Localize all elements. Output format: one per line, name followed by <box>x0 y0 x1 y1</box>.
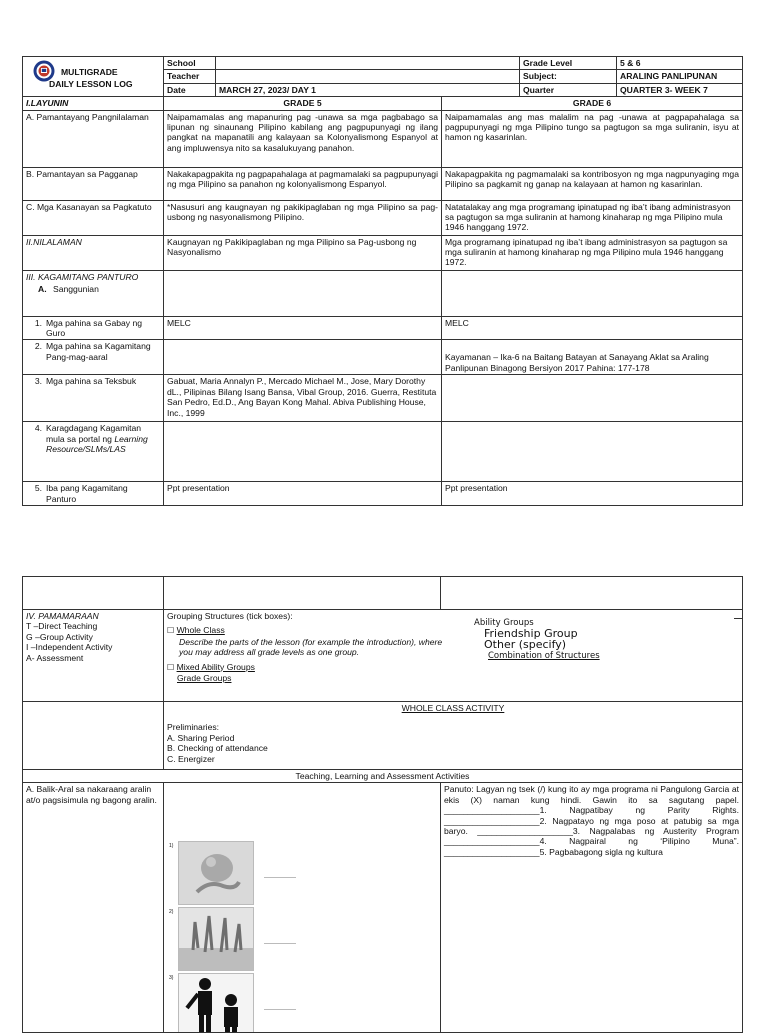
whole-class-activity-title: WHOLE CLASS ACTIVITY <box>401 703 505 713</box>
kagamitan-item-4-g6 <box>442 422 743 482</box>
procedure-table <box>22 576 743 1033</box>
blank-cell-b <box>164 577 441 610</box>
kagamitan-cell <box>23 270 164 316</box>
kagamitan-label: III. KAGAMITANG PANTURO <box>26 271 139 282</box>
lesson-log-table <box>22 56 743 506</box>
pamamaraan-cell <box>23 610 164 702</box>
pamantayang-pangnilalaman-g6: Naipamamalas ang mas malalim na pag -unawa at pagpapahalaga sa pagpupunyagi ng mga Pilipino tungo sa pagtugon sa mga suliranin, isyu at hamon ng kasarinlan. <box>442 110 743 167</box>
grade-level-value: 5 & 6 <box>617 57 743 70</box>
kagamitan-item-5-g5: Ppt presentation <box>164 482 442 506</box>
kagamitan-g5 <box>164 270 442 316</box>
combination-label: Combination of Structures <box>488 651 600 662</box>
mixed-ability-checkbox[interactable]: ☐ <box>167 662 175 672</box>
nilalaman-g5: Kaugnayan ng Pakikipaglaban ng mga Pilipino sa Pag-usbong ng Nasyonalismo <box>164 235 442 270</box>
kagamitan-item-3-g5: Gabuat, Maria Annalyn P., Mercado Michael M., Jose, Mary Dorothy dL., Pilipinas Bilang Isang Bansa, Vibal Group, 2016. Guerra, Restituta San Pedro, Ed.D., Ang Bayan Kong Mahal. Abiva Publishing House, Inc., 1999 <box>164 375 442 422</box>
pamantayang-pangnilalaman-g5: Naipamamalas ang mapanuring pag -unawa sa mga pagbabago sa lipunan ng sinaunang Pilipino kabilang ang pagpupunyagi ng ilang pangkat na mapanatili ang kalayaan sa Kolonyalismong Espanyol at ang impluwensya nito sa kasalukuyang panahon. <box>164 110 442 167</box>
pamantayan-pagganap-g5: Nakakapagpakita ng pagpapahalaga at pagmamalaki sa pagpupunyagi ng mga Pilipino sa panahon ng kolonyalismong Espanyol. <box>164 167 442 200</box>
kagamitan-item-2: 2. Mga pahina sa Kagamitang Pang-mag-aaral <box>23 340 164 375</box>
pamantayang-pangnilalaman-label: A. Pamantayang Pangnilalaman <box>23 110 164 167</box>
grade-groups-label: Grade Groups <box>177 673 232 684</box>
grouping-cell <box>164 610 743 702</box>
kasanayan-label: C. Mga Kasanayan sa Pagkatuto <box>23 200 164 235</box>
preliminaries-item: A. Sharing Period <box>167 732 235 743</box>
subject-label: Subject: <box>520 70 617 83</box>
kagamitan-item-1-g5: MELC <box>164 316 442 340</box>
subject-value: ARALING PANLIPUNAN <box>617 70 743 83</box>
legend-item: I –Independent Activity <box>26 642 113 653</box>
legend-item: T –Direct Teaching <box>26 621 98 632</box>
teacher-label: Teacher <box>164 70 216 83</box>
date-value: MARCH 27, 2023/ DAY 1 <box>216 83 520 96</box>
kagamitan-item-2-g6: Kayamanan – Ika-6 na Baitang Batayan at Sanayang Aklat sa Araling Panlipunan Binagong Bersiyon 2017 Pahina: 177-178 <box>442 340 743 375</box>
picture-number: 2) <box>169 909 174 916</box>
layunin-heading: I.LAYUNIN <box>23 97 164 110</box>
kagamitan-item-2-g5 <box>164 340 442 375</box>
mixed-ability-label: Mixed Ability Groups <box>176 661 255 672</box>
kasanayan-g5: *Nasusuri ang kaugnayan ng pakikipaglaban ng mga Pilipino sa pag-usbong ng nasyonalismong Pilipino. <box>164 200 442 235</box>
kagamitan-item-3-g6 <box>442 375 743 422</box>
school-value <box>216 57 520 70</box>
pamantayan-pagganap-label: B. Pamantayan sa Pagganap <box>23 167 164 200</box>
header-title-cell <box>23 57 164 97</box>
school-label: School <box>164 57 216 70</box>
sanggunian-heading: A. Sanggunian <box>38 284 99 295</box>
balik-aral-g6: Panuto: Lagyan ng tsek (/) kung ito ay mga programa ni Pangulong Garcia at ekis (X) naman kung hindi. Gawin ito sa sagutang papel. ____________________1. Nagpatibay ng Parity Rights. ____________________2. Nagpatayo ng mga poso at patubig sa mga baryo. ____________________3. Nagpalabas ng Austerity Program ____________________4. Nagpairal ng ‘Pilipino Muna”. ____________________5. Pagbabagong sigla ng kultura <box>441 783 743 1033</box>
preliminaries-item: B. Checking of attendance <box>167 743 268 754</box>
legend-item: A- Assessment <box>26 652 84 663</box>
kagamitan-item-4-g5 <box>164 422 442 482</box>
kagamitan-item-3: 3. Mga pahina sa Teksbuk <box>23 375 164 422</box>
grouping-title: Grouping Structures (tick boxes): <box>167 611 293 621</box>
picture-number: 1) <box>169 843 174 850</box>
whole-class-checkbox[interactable]: ☐ <box>167 626 175 636</box>
preliminaries-item: C. Energizer <box>167 753 215 764</box>
kagamitan-item-1-g6: MELC <box>442 316 743 340</box>
kasanayan-g6: Natatalakay ang mga programang ipinatupad ng iba’t ibang administrasyon sa pagtugon sa mga suliranin at hamong kinaharap ng mga Pilipino mula 1946 hanggang 1972. <box>442 200 743 235</box>
review-picture-1 <box>178 841 254 905</box>
review-picture-2 <box>178 907 254 971</box>
date-label: Date <box>164 83 216 96</box>
balik-aral-label: A. Balik-Aral sa nakaraang aralin at/o pagsisimula ng bagong aralin. <box>23 783 164 1033</box>
header-title-line1: MULTIGRADE <box>61 67 118 77</box>
blank-cell-c <box>441 577 743 610</box>
kagamitan-item-4: 4. Karagdagang Kagamitan mula sa portal ng Learning Resource/SLMs/LAS <box>23 422 164 482</box>
tla-header: Teaching, Learning and Assessment Activities <box>23 770 743 783</box>
whole-class-activity-cell <box>164 702 743 770</box>
divider-tick <box>734 618 742 619</box>
answer-blank-2[interactable] <box>264 943 296 944</box>
whole-class-label: Whole Class <box>176 625 225 636</box>
answer-blank-3[interactable] <box>264 1009 296 1010</box>
picture-number: 3) <box>169 975 174 982</box>
teacher-value <box>216 70 520 83</box>
quarter-value: QUARTER 3- WEEK 7 <box>617 83 743 96</box>
nilalaman-label: II.NILALAMAN <box>23 235 164 270</box>
nilalaman-g6: Mga programang ipinatupad ng iba’t ibang administrasyon sa pagtugon sa mga suliranin at hamong kinaharap ng mga Pilipino mula 1946 hanggang 1972. <box>442 235 743 270</box>
kagamitan-item-5-g6: Ppt presentation <box>442 482 743 506</box>
kagamitan-g6 <box>442 270 743 316</box>
grade6-heading: GRADE 6 <box>442 97 743 110</box>
grade5-heading: GRADE 5 <box>164 97 442 110</box>
whole-class-left-cell <box>23 702 164 770</box>
quarter-label: Quarter <box>520 83 617 96</box>
pamantayan-pagganap-g6: Nakapagpakita ng pagmamalaki sa kontribosyon ng mga nagpunyaging mga Pilipino sa pagkamit ng ganap na kalayaan at hamon ng kasarinlan. <box>442 167 743 200</box>
legend-item: G –Group Activity <box>26 631 93 642</box>
friendship-group-label: Friendship Group <box>484 627 578 641</box>
balik-aral-g5 <box>164 783 441 1033</box>
answer-blank-1[interactable] <box>264 877 296 878</box>
other-specify-label: Other (specify) <box>484 638 567 652</box>
ability-groups-block <box>474 618 664 662</box>
grade-level-label: Grade Level <box>520 57 617 70</box>
pamamaraan-label: IV. PAMAMARAAN <box>26 611 99 621</box>
preliminaries-label: Preliminaries: <box>167 722 220 733</box>
blank-cell-a <box>23 577 164 610</box>
kagamitan-item-5: 5. Iba pang Kagamitang Panturo <box>23 482 164 506</box>
whole-class-description: Describe the parts of the lesson (for example the introduction), where you may address all grade levels as one group. <box>179 636 443 658</box>
kagamitan-item-1: 1. Mga pahina sa Gabay ng Guro <box>23 316 164 340</box>
ability-groups-label: Ability Groups <box>474 618 534 628</box>
header-title-line2: DAILY LESSON LOG <box>49 79 133 89</box>
